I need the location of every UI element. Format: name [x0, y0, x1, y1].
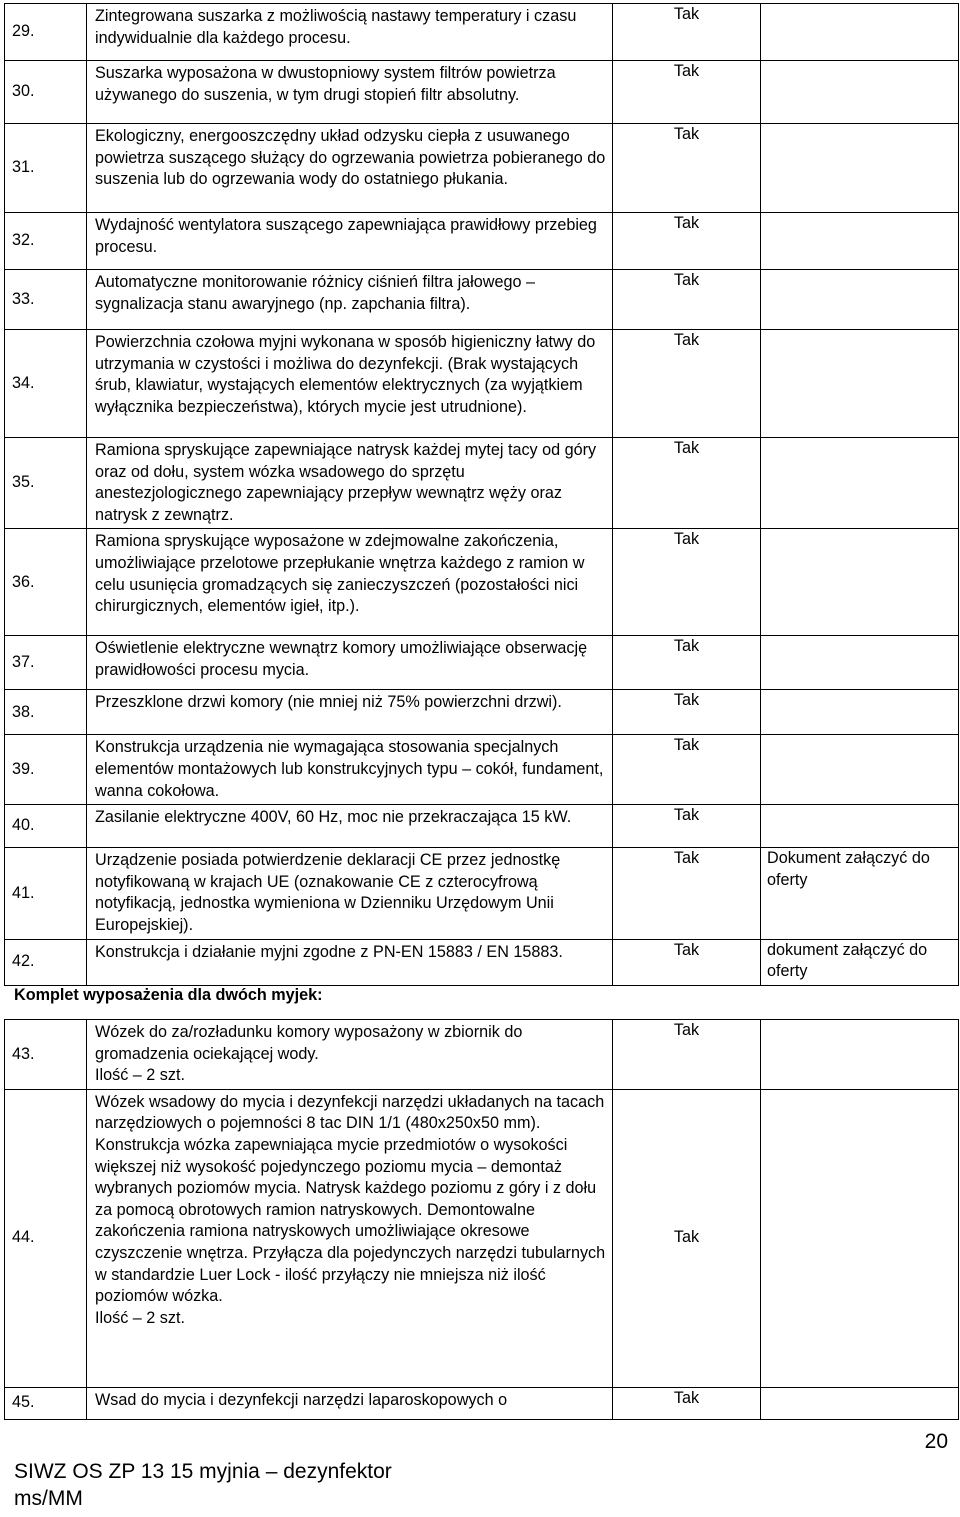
row-number: 36. [5, 529, 87, 636]
row-description: Przeszklone drzwi komory (nie mniej niż 75% powierzchni drzwi). [87, 690, 613, 735]
table-row [5, 124, 959, 213]
row-answer: Tak [613, 529, 761, 636]
row-number: 29. [5, 4, 87, 61]
row-number: 33. [5, 270, 87, 330]
row-document [761, 61, 959, 124]
row-answer: Tak [613, 124, 761, 213]
row-answer: Tak [613, 848, 761, 939]
row-number: 32. [5, 213, 87, 270]
row-number: 43. [5, 1020, 87, 1090]
row-number: 35. [5, 438, 87, 529]
row-answer: Tak [613, 213, 761, 270]
row-description: Oświetlenie elektryczne wewnątrz komory umożliwiające obserwację prawidłowości procesu mycia. [87, 636, 613, 690]
row-document [761, 124, 959, 213]
table-row [5, 939, 959, 985]
row-document [761, 4, 959, 61]
table-row [5, 735, 959, 805]
row-description: Konstrukcja i działanie myjni zgodne z PN-EN 15883 / EN 15883. [87, 939, 613, 985]
requirements-table-1 [4, 3, 959, 986]
table-row [5, 1387, 959, 1419]
row-number: 34. [5, 330, 87, 438]
table-row [5, 213, 959, 270]
row-document [761, 213, 959, 270]
row-description: Wydajność wentylatora suszącego zapewniająca prawidłowy przebieg procesu. [87, 213, 613, 270]
table-row [5, 438, 959, 529]
row-document [761, 1089, 959, 1387]
row-description-text: Wózek do za/rozładunku komory wyposażony w zbiornik do gromadzenia ociekającej wody. [95, 1023, 523, 1063]
row-description: Suszarka wyposażona w dwustopniowy system filtrów powietrza używanego do suszenia, w tym drugi stopień filtr absolutny. [87, 61, 613, 124]
row-answer: Tak [613, 690, 761, 735]
row-document [761, 330, 959, 438]
row-description: Urządzenie posiada potwierdzenie deklaracji CE przez jednostkę notyfikowaną w krajach UE (oznakowanie CE z czterocyfrową notyfikacją, jednostka wymieniona w Dzienniku Urzędowym Unii Europejskiej). [87, 848, 613, 939]
row-document [761, 1387, 959, 1419]
row-answer: Tak [613, 1089, 761, 1387]
row-number: 42. [5, 939, 87, 985]
row-answer: Tak [613, 1020, 761, 1090]
row-description [87, 1387, 613, 1419]
row-document [761, 529, 959, 636]
requirements-table-2 [4, 1019, 959, 1420]
row-number: 30. [5, 61, 87, 124]
footer-text: SIWZ OS ZP 13 15 myjnia – dezynfektor ms/MM [14, 1460, 392, 1510]
table-row [5, 1020, 959, 1090]
row-description: Zintegrowana suszarka z możliwością nastawy temperatury i czasu indywidualnie dla każdego procesu. [87, 4, 613, 61]
row-description-text: Wsad do mycia i dezynfekcji narzędzi laparoskopowych o [95, 1390, 508, 1409]
table-row [5, 61, 959, 124]
row-answer: Tak [613, 939, 761, 985]
row-number: 31. [5, 124, 87, 213]
row-description: Ekologiczny, energooszczędny układ odzysku ciepła z usuwanego powietrza suszącego służący do ogrzewania powietrza pobieranego do suszenia lub do ogrzewania wody do ostatniego płukania. [87, 124, 613, 213]
row-number: 45. [5, 1387, 87, 1419]
row-document [761, 636, 959, 690]
row-number: 38. [5, 690, 87, 735]
table-row [5, 4, 959, 61]
row-description [87, 1020, 613, 1090]
row-description-text: Wózek wsadowy do mycia i dezynfekcji narzędzi układanych na tacach narzędziowych o pojemności 8 tac DIN 1/1 (480x250x50 mm). Konstrukcja wózka zapewniająca mycie przedmiotów o wysokości większej niż wysokość pojedynczego poziomu mycia – demontaż wybranych poziomów mycia. Natrysk każdego poziomu z góry i z dołu za pomocą obrotowych ramion natryskowych. Demontowalne zakończenia ramiona natryskowych umożliwiające okresowe czyszczenie wnętrza. Przyłącza dla pojedynczych narzędzi tubularnych w standardzie Luer Lock - ilość przyłączy nie mniejsza niż ilość poziomów wózka. [95, 1092, 606, 1306]
row-document: Dokument załączyć do oferty [761, 848, 959, 939]
table-row [5, 690, 959, 735]
row-description: Konstrukcja urządzenia nie wymagająca stosowania specjalnych elementów montażowych lub konstrukcyjnych typu – cokół, fundament, wanna cokołowa. [87, 735, 613, 805]
row-answer: Tak [613, 438, 761, 529]
row-answer: Tak [613, 270, 761, 330]
row-number: 37. [5, 636, 87, 690]
row-quantity: Ilość – 2 szt. [95, 1066, 185, 1085]
row-answer: Tak [613, 636, 761, 690]
table-row [5, 529, 959, 636]
row-number: 41. [5, 848, 87, 939]
table-row [5, 848, 959, 939]
row-document [761, 690, 959, 735]
row-answer: Tak [613, 735, 761, 805]
row-answer: Tak [613, 1387, 761, 1419]
table-row [5, 805, 959, 848]
row-description: Automatyczne monitorowanie różnicy ciśnień filtra jałowego – sygnalizacja stanu awaryjnego (np. zapchania filtra). [87, 270, 613, 330]
row-answer: Tak [613, 330, 761, 438]
row-description: Zasilanie elektryczne 400V, 60 Hz, moc nie przekraczająca 15 kW. [87, 805, 613, 848]
row-description: Ramiona spryskujące wyposażone w zdejmowalne zakończenia, umożliwiające przelotowe przepłukanie wnętrza każdego z ramion w celu usunięcia gromadzących się zanieczyszczeń (pozostałości nici chirurgicznych, elementów igieł, itp.). [87, 529, 613, 636]
row-answer: Tak [613, 805, 761, 848]
table-row [5, 1089, 959, 1387]
row-answer: Tak [613, 61, 761, 124]
row-document [761, 438, 959, 529]
row-description [87, 1089, 613, 1387]
row-document [761, 735, 959, 805]
row-description: Ramiona spryskujące zapewniające natrysk każdej mytej tacy od góry oraz od dołu, system wózka wsadowego do sprzętu anestezjologicznego zapewniający przepływ wewnątrz węży oraz natrysk z zewnątrz. [87, 438, 613, 529]
table-row [5, 330, 959, 438]
row-document: dokument załączyć do oferty [761, 939, 959, 985]
row-number: 40. [5, 805, 87, 848]
row-document [761, 1020, 959, 1090]
row-quantity: Ilość – 2 szt. [95, 1308, 185, 1327]
row-description: Powierzchnia czołowa myjni wykonana w sposób higieniczny łatwy do utrzymania w czystości i możliwa do dezynfekcji. (Brak wystających śrub, klawiatur, wystających elementów elektrycznych (za wyjątkiem wyłącznika bezpieczeństwa), których mycie jest utrudnione). [87, 330, 613, 438]
section-title: Komplet wyposażenia dla dwóch myjek: [14, 986, 323, 1004]
page-number: 20 [924, 1430, 948, 1453]
row-document [761, 270, 959, 330]
row-answer: Tak [613, 4, 761, 61]
row-number: 44. [5, 1089, 87, 1387]
row-document [761, 805, 959, 848]
table-row [5, 270, 959, 330]
table-row [5, 636, 959, 690]
row-number: 39. [5, 735, 87, 805]
